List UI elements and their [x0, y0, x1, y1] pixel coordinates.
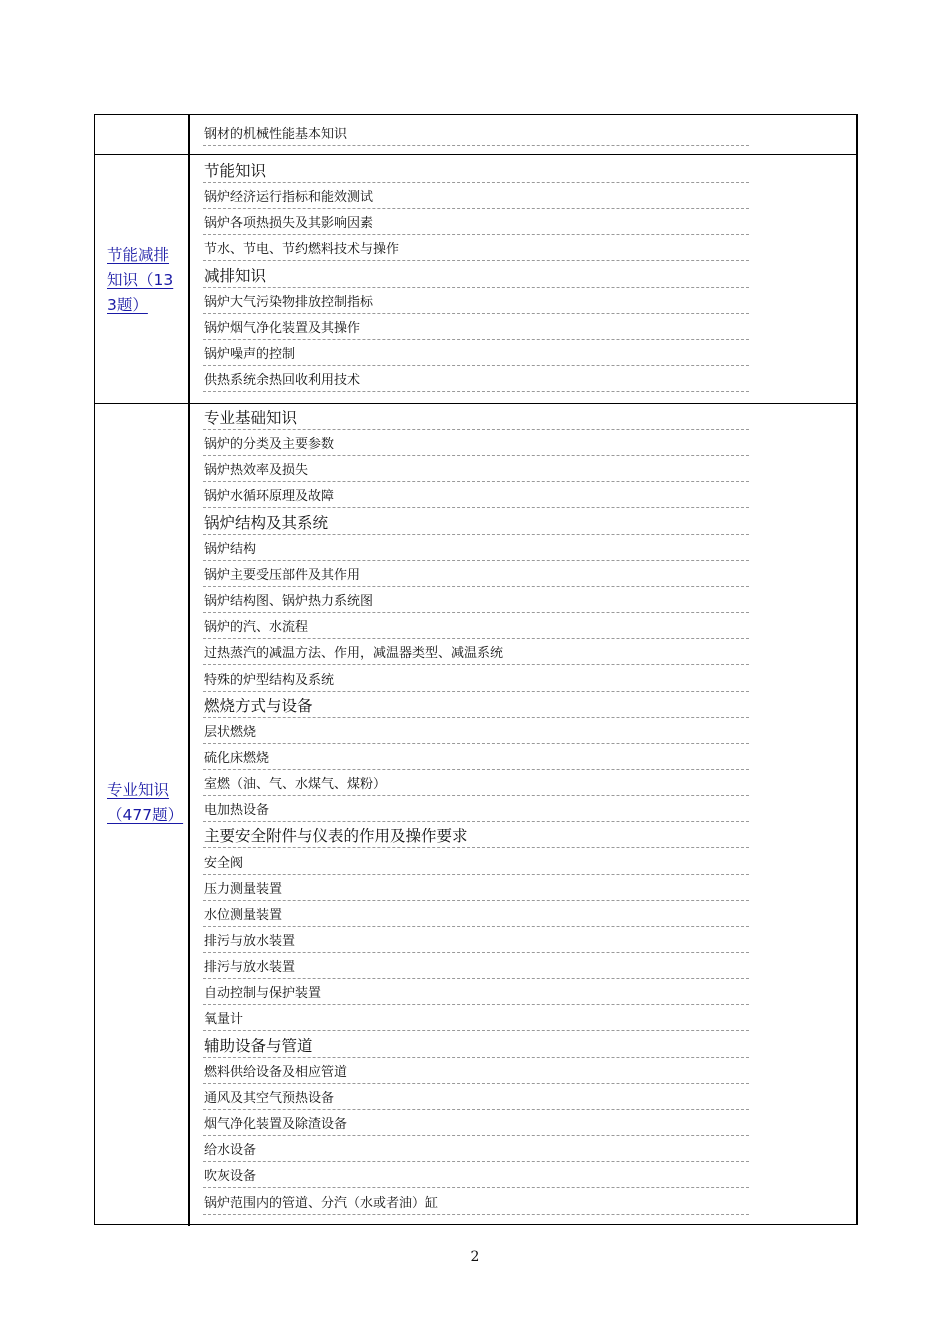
section-heading: 燃烧方式与设备 [203, 695, 749, 718]
topic-item: 给水设备 [203, 1141, 749, 1162]
topic-item: 水位测量装置 [203, 906, 749, 927]
topic-item: 锅炉大气污染物排放控制指标 [203, 293, 749, 314]
topic-item: 排污与放水装置 [203, 932, 749, 953]
topic-item: 钢材的机械性能基本知识 [203, 125, 749, 146]
section-heading: 减排知识 [203, 265, 749, 288]
topic-item: 烟气净化装置及除渣设备 [203, 1115, 749, 1136]
topic-item: 自动控制与保护装置 [203, 984, 749, 1005]
topic-item: 节水、节电、节约燃料技术与操作 [203, 240, 749, 261]
topic-item: 锅炉结构图、锅炉热力系统图 [203, 592, 749, 613]
topic-item: 硫化床燃烧 [203, 749, 749, 770]
topic-cell [190, 404, 856, 1226]
section-heading: 主要安全附件与仪表的作用及操作要求 [203, 825, 749, 848]
section-heading: 辅助设备与管道 [203, 1035, 749, 1058]
section-heading: 专业基础知识 [203, 407, 749, 430]
table-row [95, 154, 856, 403]
table-row [95, 403, 856, 1226]
topic-item: 吹灰设备 [203, 1167, 749, 1188]
table-row [95, 115, 856, 154]
topic-item: 锅炉的分类及主要参数 [203, 435, 749, 456]
category-cell [95, 404, 190, 1226]
topic-item: 锅炉结构 [203, 540, 749, 561]
topic-item: 安全阀 [203, 854, 749, 875]
topic-item: 通风及其空气预热设备 [203, 1089, 749, 1110]
topic-cell [190, 115, 856, 154]
topic-item: 排污与放水装置 [203, 958, 749, 979]
topic-item: 燃料供给设备及相应管道 [203, 1063, 749, 1084]
category-cell [95, 115, 190, 154]
topic-item: 锅炉范围内的管道、分汽（水或者油）缸 [203, 1194, 749, 1215]
section-heading: 节能知识 [203, 160, 749, 183]
topic-item: 锅炉噪声的控制 [203, 345, 749, 366]
topic-item: 电加热设备 [203, 801, 749, 822]
category-label[interactable]: 节能减排知识（133题） [107, 246, 174, 314]
section-heading: 锅炉结构及其系统 [203, 512, 749, 535]
topic-item: 锅炉各项热损失及其影响因素 [203, 214, 749, 235]
topic-item: 锅炉烟气净化装置及其操作 [203, 319, 749, 340]
topic-item: 氧量计 [203, 1010, 749, 1031]
topic-cell [190, 155, 856, 403]
topic-item: 压力测量装置 [203, 880, 749, 901]
topic-item: 锅炉的汽、水流程 [203, 618, 749, 639]
knowledge-table [94, 114, 858, 1225]
topic-item: 层状燃烧 [203, 723, 749, 744]
topic-item: 供热系统余热回收利用技术 [203, 371, 749, 392]
topic-item: 过热蒸汽的减温方法、作用，减温器类型、减温系统 [203, 644, 749, 665]
category-label[interactable]: 专业知识（477题） [107, 781, 184, 824]
category-cell [95, 155, 190, 403]
page-number: 2 [470, 1249, 480, 1265]
topic-item: 锅炉主要受压部件及其作用 [203, 566, 749, 587]
topic-item: 锅炉经济运行指标和能效测试 [203, 188, 749, 209]
topic-item: 锅炉水循环原理及故障 [203, 487, 749, 508]
topic-item: 锅炉热效率及损失 [203, 461, 749, 482]
topic-item: 室燃（油、气、水煤气、煤粉） [203, 775, 749, 796]
topic-item: 特殊的炉型结构及系统 [203, 671, 749, 692]
